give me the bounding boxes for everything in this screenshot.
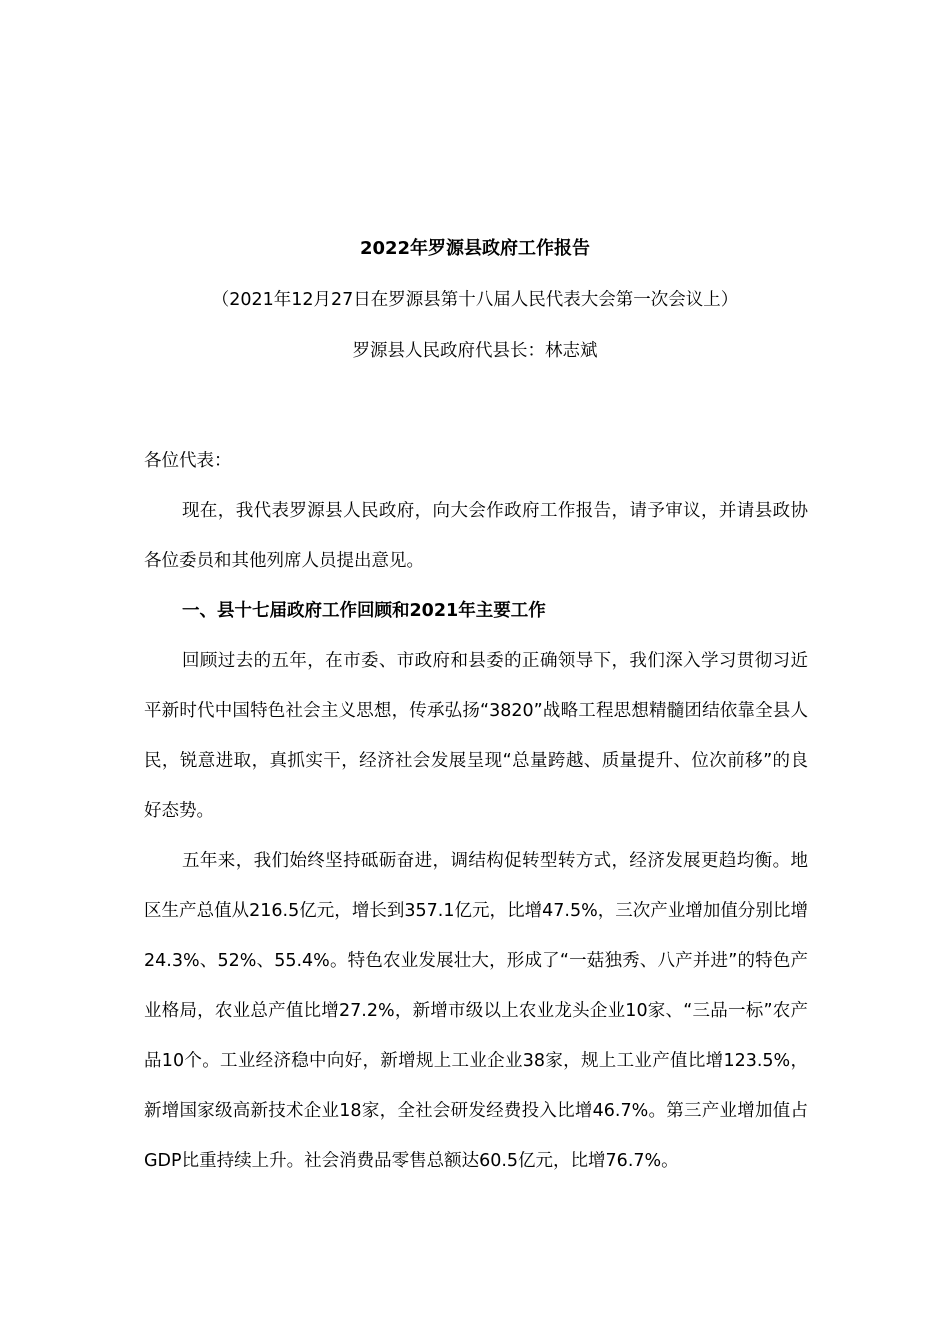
document-title: 2022年罗源县政府工作报告	[359, 238, 591, 259]
paragraph-review: 回顾过去的五年，在市委、市政府和县委的正确领导下，我们深入学习贯彻习近平新时代中国特色社会主义思想，传承弘扬“3820”战略工程思想精髓团结依靠全县人民，锐意进取，真抓实干，经济社会发展呈现“总量跨越、质量提升、位次前移”的良好态势。	[144, 651, 808, 821]
paragraph-economy: 五年来，我们始终坚持砥砺奋进，调结构促转型转方式，经济发展更趋均衡。地区生产总值从216.5亿元，增长到357.1亿元，比增47.5%，三次产业增加值分别比增24.3%、52%、55.4%。特色农业发展壮大，形成了“一菇独秀、八产并进”的特色产业格局，农业总产值比增27.2%，新增市级以上农业龙头企业10家、“三品一标”农产品10个。工业经济稳中向好，新增规上工业企业38家，规上工业产值比增123.5%，新增国家级高新技术企业18家，全社会研发经费投入比增46.7%。第三产业增加值占GDP比重持续上升。社会消费品零售总额达60.5亿元，比增76.7%。	[144, 851, 808, 1171]
document-body	[144, 436, 808, 1186]
document-subtitle: （2021年12月27日在罗源县第十八届人民代表大会第一次会议上）	[211, 290, 739, 310]
salutation: 各位代表：	[144, 451, 232, 471]
paragraph-intro: 现在，我代表罗源县人民政府，向大会作政府工作报告，请予审议，并请县政协各位委员和其他列席人员提出意见。	[144, 501, 808, 571]
document-author: 罗源县人民政府代县长：林志斌	[352, 341, 598, 361]
section-heading: 一、县十七届政府工作回顾和2021年主要工作	[182, 601, 546, 621]
